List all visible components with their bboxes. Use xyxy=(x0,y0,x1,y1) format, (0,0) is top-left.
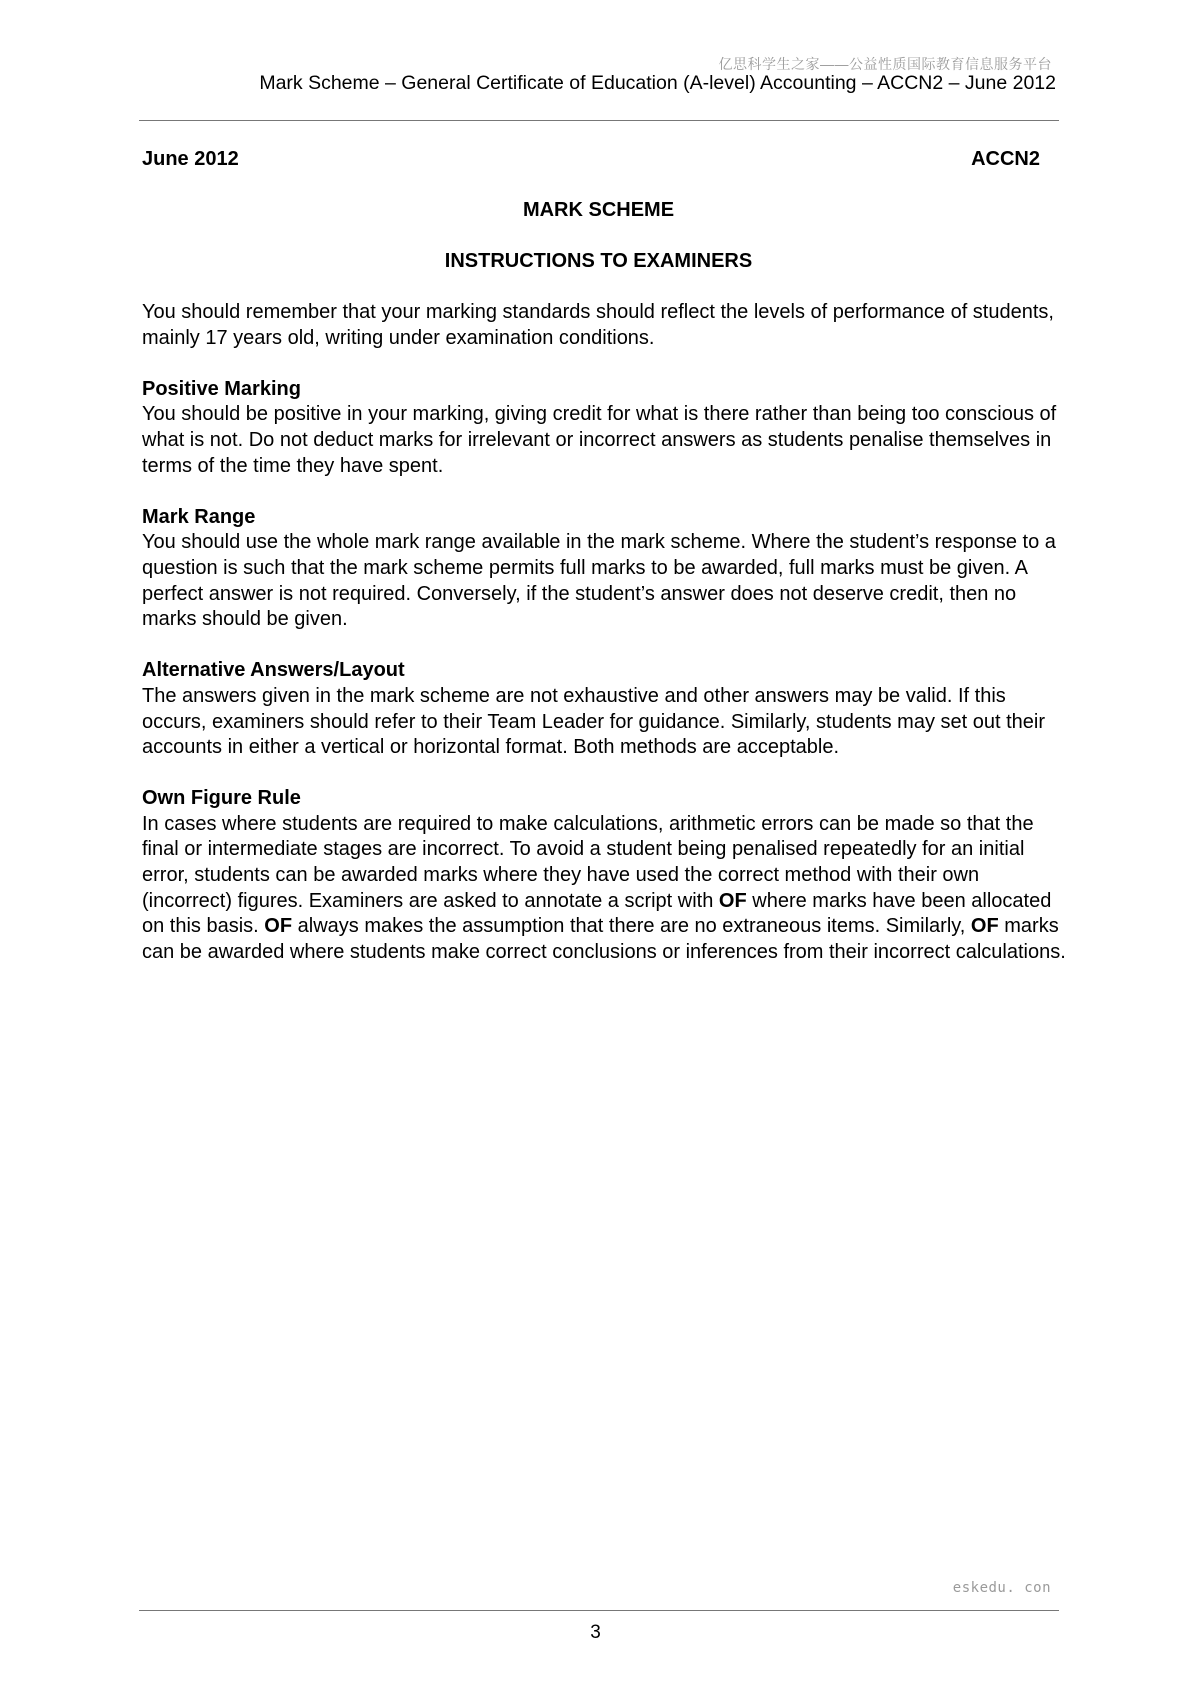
section-title: Positive Marking xyxy=(142,377,301,400)
section-mark-range xyxy=(142,505,1067,633)
page-subtitle: INSTRUCTIONS TO EXAMINERS xyxy=(444,250,753,272)
section-positive-marking xyxy=(142,377,1067,479)
section-title: Mark Range xyxy=(142,505,256,528)
section-title: Own Figure Rule xyxy=(142,787,301,810)
text-run: always makes the assumption that there are no extraneous items. Similarly, xyxy=(292,915,971,938)
watermark-bottom: eskedu. con xyxy=(952,1580,1051,1596)
section-title: Alternative Answers/Layout xyxy=(142,659,405,682)
section-text xyxy=(142,812,1067,966)
of-marker: OF xyxy=(264,915,293,938)
header-divider xyxy=(139,120,1059,121)
paper-code: ACCN2 xyxy=(971,148,1040,170)
section-alternative-answers xyxy=(142,658,1067,760)
section-text: The answers given in the mark scheme are not exhaustive and other answers may be valid. If this occurs, examiners should refer to their Team Leader for guidance. Similarly, students may set out their accounts in either a vertical or horizontal format. Both methods are acceptable. xyxy=(142,684,1046,759)
running-header: Mark Scheme – General Certificate of Education (A-level) Accounting – ACCN2 – June 2012 xyxy=(259,72,1056,94)
page-number: 3 xyxy=(590,1622,601,1643)
intro-paragraph: You should remember that your marking standards should reflect the levels of performance of students, mainly 17 years old, writing under examination conditions. xyxy=(142,301,1054,349)
section-text: You should be positive in your marking, giving credit for what is there rather than being too conscious of what is not. Do not deduct marks for irrelevant or incorrect answers as students penalise themselves in terms of the time they have spent. xyxy=(142,403,1057,477)
section-text: You should use the whole mark range available in the mark scheme. Where the student’s response to a question is such that the mark scheme permits full marks to be awarded, full marks must be given. A perfect answer is not required. Conversely, if the student’s answer does not deserve credit, then no marks should be given. xyxy=(142,531,1056,631)
footer-divider xyxy=(139,1610,1059,1611)
of-marker: OF xyxy=(970,915,999,938)
section-own-figure-rule xyxy=(142,786,1067,965)
watermark-top: 亿思科学生之家——公益性质国际教育信息服务平台 xyxy=(718,56,1052,72)
text-run: In cases where students are required to make calculations, arithmetic errors can be made so that the final or intermediate stages are incorrect. To avoid a student being penalised repeatedly for an initial error, students can be awarded marks where they have used the correct method with their own (incorrect) figures. Examiners are asked to annotate a script with xyxy=(142,812,1034,912)
page-title: MARK SCHEME xyxy=(522,199,675,221)
of-marker: OF xyxy=(718,889,747,912)
document-body xyxy=(142,300,1067,991)
text-run: marks can be awarded where students make correct conclusions or inferences from their incorrect calculations. xyxy=(142,915,1066,963)
exam-date: June 2012 xyxy=(142,148,239,170)
text-run: where marks have been allocated on this basis. xyxy=(142,889,1052,938)
